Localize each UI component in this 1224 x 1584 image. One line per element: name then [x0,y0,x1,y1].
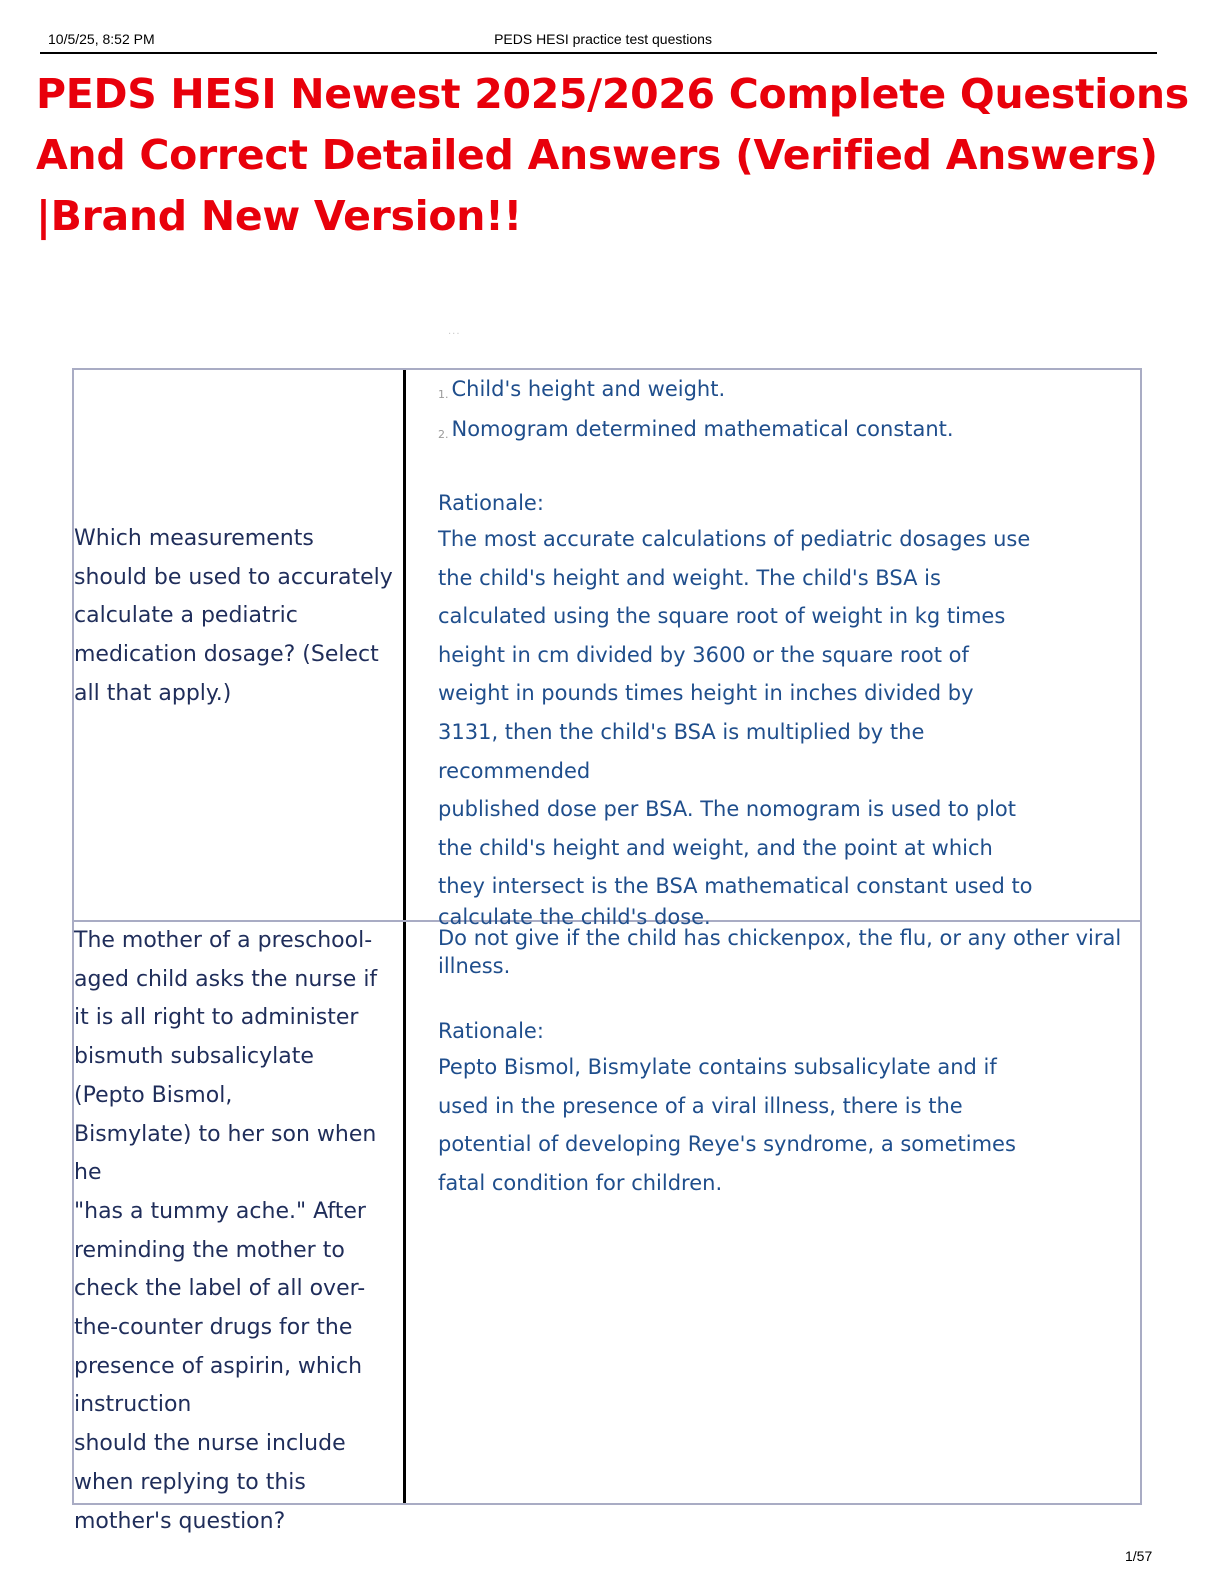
rationale-line: potential of developing Reye's syndrome, a sometimes [438,1132,1016,1157]
question-line: when replying to this [74,1469,306,1495]
rationale-line: published dose per BSA. The nomogram is used to plot [438,797,1016,822]
answer-text: Nomogram determined mathematical constant. [451,417,954,441]
column-divider [403,370,406,1503]
rationale-line: The most accurate calculations of pediatric dosages use [438,527,1031,551]
question-line: Which measurements [74,526,314,551]
question-line: it is all right to administer [74,1005,359,1031]
question-line: medication dosage? (Select [74,642,379,668]
question-line: aged child asks the nurse if [74,966,378,992]
question-cell-2 [74,922,400,1541]
rationale-line: calculate the child's dose. [438,904,711,929]
question-line: bismuth subsalicylate [74,1044,314,1070]
question-line: all that apply.) [74,680,232,706]
answer-text: Child's height and weight. [451,377,726,401]
question-line: presence of aspirin, which [74,1353,363,1379]
title-line: PEDS HESI Newest 2025/2026 Complete Questions [36,70,1189,118]
question-line: instruction [74,1392,192,1418]
question-line: should the nurse include [74,1431,346,1457]
answer-item [438,372,1138,412]
rationale-line: the child's height and weight. The child's BSA is [438,565,941,590]
page-number: 1/57 [1125,1548,1153,1564]
rationale-label: Rationale: [438,491,544,515]
answer-cell-2 [438,924,1138,1202]
answer-cell-1 [438,372,1138,928]
title-line: |Brand New Version!! [36,192,522,240]
question-line: Bismylate) to her son when he [74,1121,377,1186]
rationale-text [438,520,1138,928]
title-line: And Correct Detailed Answers (Verified Answers) [36,131,1158,179]
answer-number: 2. [438,428,449,441]
question-line: check the label of all over- [74,1276,366,1302]
rationale-line: calculated using the square root of weight in kg times [438,604,1006,629]
answer-item [438,412,1138,452]
rationale-line: 3131, then the child's BSA is multiplied by the [438,719,925,744]
faint-mark: ... [448,326,461,337]
document-title [36,64,1196,247]
header-rule [40,52,1157,54]
rationale-line: Pepto Bismol, Bismylate contains subsalicylate and if [438,1055,997,1079]
print-header [48,31,1158,51]
rationale-line: used in the presence of a viral illness, there is the [438,1093,963,1118]
rationale-line: recommended [438,758,591,783]
question-line: The mother of a preschool- [74,928,373,953]
question-line: "has a tummy ache." After [74,1198,366,1224]
print-datetime: 10/5/25, 8:52 PM [48,31,155,47]
question-cell-1 [74,520,400,714]
rationale-label: Rationale: [438,1019,544,1043]
question-line: the-counter drugs for the [74,1315,353,1341]
rationale-text [438,1048,1138,1202]
question-line: reminding the mother to [74,1237,345,1263]
qa-table [72,368,1142,1534]
answer-text: Do not give if the child has chickenpox, the flu, or any other viral illness. [438,926,1122,978]
question-line: mother's question? [74,1508,286,1534]
answer-number: 1. [438,388,449,401]
question-line: (Pepto Bismol, [74,1082,233,1108]
print-doc-title: PEDS HESI practice test questions [494,31,712,47]
rationale-line: fatal condition for children. [438,1170,723,1195]
rationale-line: weight in pounds times height in inches divided by [438,681,974,706]
question-line: should be used to accurately [74,564,393,590]
rationale-line: the child's height and weight, and the point at which [438,835,993,860]
question-line: calculate a pediatric [74,603,298,629]
rationale-line: they intersect is the BSA mathematical constant used to [438,874,1033,899]
rationale-line: height in cm divided by 3600 or the square root of [438,642,969,667]
